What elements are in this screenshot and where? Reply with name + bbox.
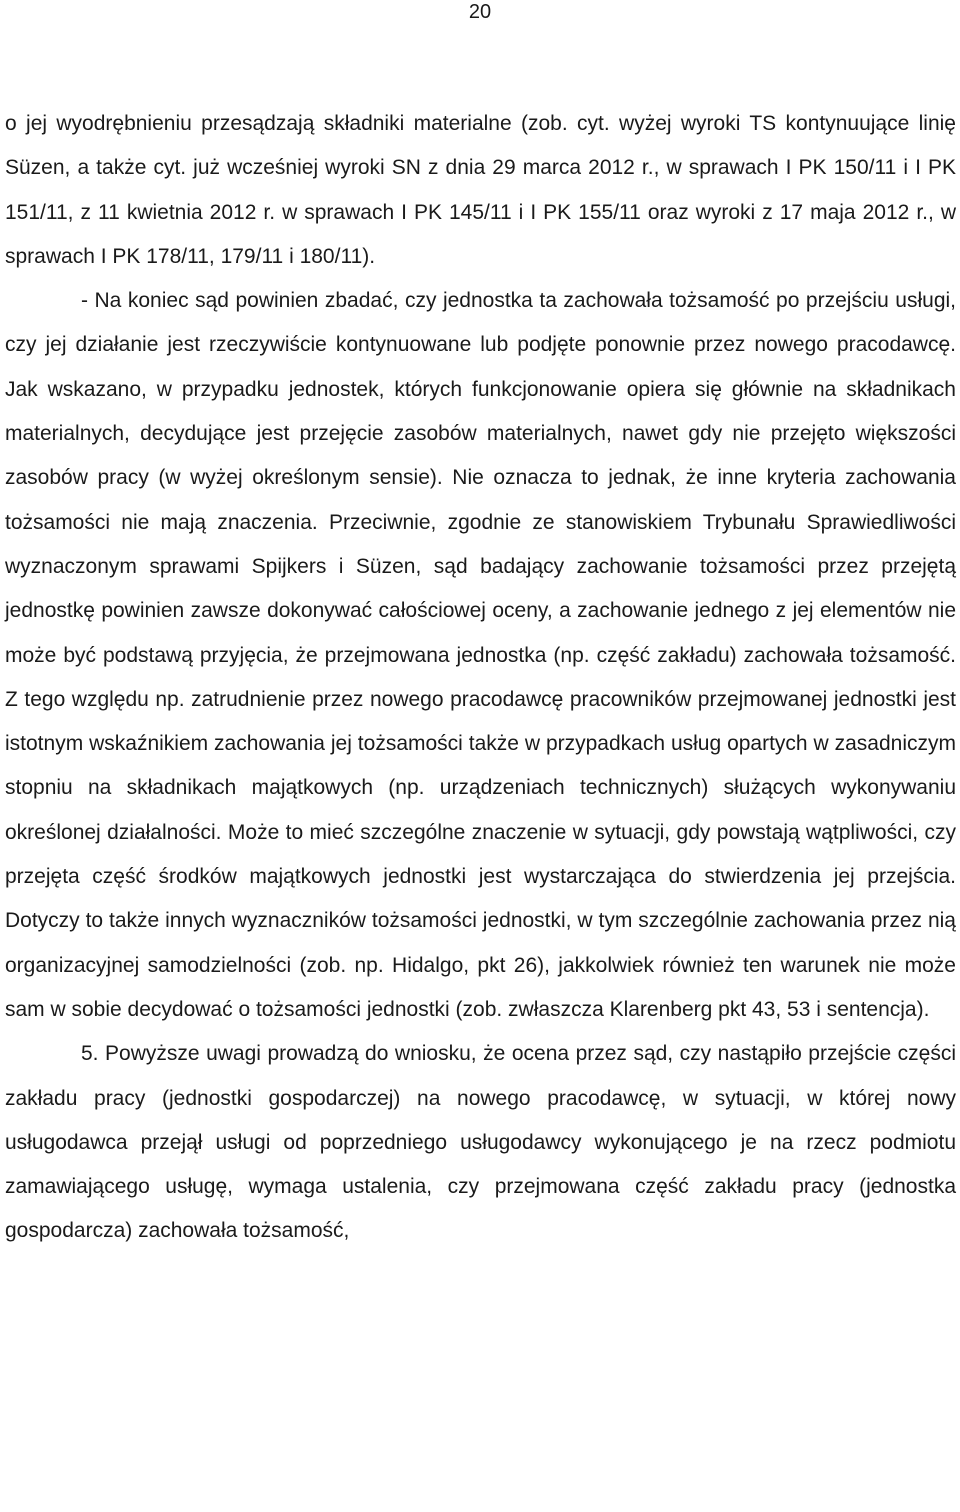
document-body: [5, 102, 956, 1254]
paragraph-point-5: 5. Powyższe uwagi prowadzą do wniosku, że ocena przez sąd, czy nastąpiło przejście części zakładu pracy (jednostki gospodarczej) na nowego pracodawcę, w sytuacji, w której nowy usługodawca przejął usługi od poprzedniego usługodawcy wykonującego je na rzecz podmiotu zamawiającego usługę, wymaga ustalenia, czy przejmowana część zakładu pracy (jednostka gospodarcza) zachowała tożsamość,: [5, 1042, 956, 1243]
paragraph-identity-criteria: - Na koniec sąd powinien zbadać, czy jednostka ta zachowała tożsamość po przejściu usługi, czy jej działanie jest rzeczywiście kontynuowane lub podjęte ponownie przez nowego pracodawcę. Jak wskazano, w przypadku jednostek, których funkcjonowanie opiera się głównie na składnikach materialnych, decydujące jest przejęcie zasobów materialnych, nawet gdy nie przejęto większości zasobów pracy (w wyżej określonym sensie). Nie oznacza to jednak, że inne kryteria zachowania tożsamości nie mają znaczenia. Przeciwnie, zgodnie ze stanowiskiem Trybunału Sprawiedliwości wyznaczonym sprawami Spijkers i Süzen, sąd badający zachowanie tożsamości przez przejętą jednostkę powinien zawsze dokonywać całościowej oceny, a zachowanie jednego z jej elementów nie może być podstawą przyjęcia, że przejmowana jednostka (np. część zakładu) zachowała tożsamość. Z tego względu np. zatrudnienie przez nowego pracodawcę pracowników przejmowanej jednostki jest istotnym wskaźnikiem zachowania jej tożsamości także w przypadkach usług opartych w zasadniczym stopniu na składnikach majątkowych (np. urządzeniach technicznych) służących wykonywaniu określonej działalności. Może to mieć szczególne znaczenie w sytuacji, gdy powstają wątpliwości, czy przejęta część środków majątkowych jednostki jest wystarczająca do stwierdzenia jej przejścia. Dotyczy to także innych wyznaczników tożsamości jednostki, w tym szczególnie zachowania przez nią organizacyjnej samodzielności (zob. np. Hidalgo, pkt 26), jakkolwiek również ten warunek nie może sam w sobie decydować o tożsamości jednostki (zob. zwłaszcza Klarenberg pkt 43, 53 i sentencja).: [5, 289, 956, 1021]
paragraph-continuation: o jej wyodrębnieniu przesądzają składniki materialne (zob. cyt. wyżej wyroki TS kontynuujące linię Süzen, a także cyt. już wcześniej wyroki SN z dnia 29 marca 2012 r., w sprawach I PK 150/11 i I PK 151/11, z 11 kwietnia 2012 r. w sprawach I PK 145/11 i I PK 155/11 oraz wyroki z 17 maja 2012 r., w sprawach I PK 178/11, 179/11 i 180/11).: [5, 112, 956, 268]
page-number: 20: [468, 1, 492, 23]
